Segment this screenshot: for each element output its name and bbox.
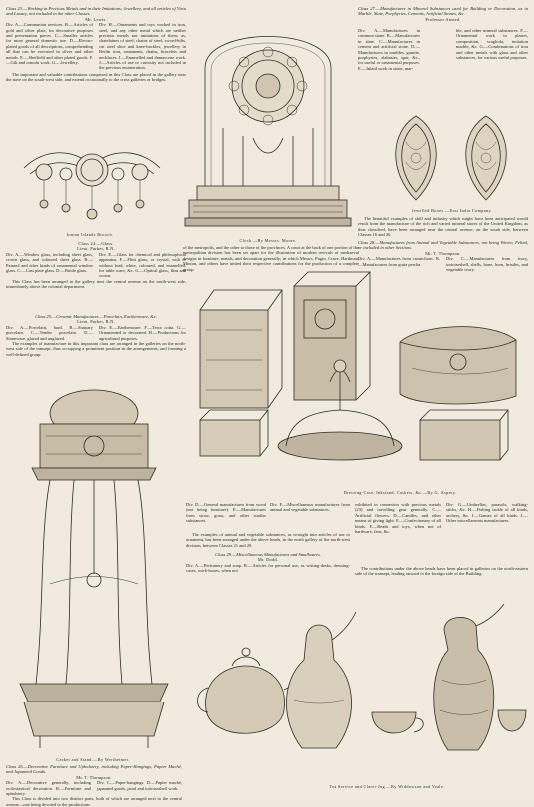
class-26-divisions-left: Div. A.—Decorative generally, including ecclesiastical decoration. B.—Furniture and upholstery.: [6, 780, 91, 797]
clock-text: of the metropolis, and the other to those of the provinces. A court at the back of one portion of the metropolitan division has been set apart for the illustration of modern revivals of mediaeval designs in furniture, metals, and decoration generally; in which Messrs. Pugin, Crace, Hardman, Minton, and others have united their respective contributions for the production of a complete group.: [183, 245, 359, 272]
class-24-section: [6, 241, 186, 290]
class-29-reporter: Mr. Dodd.: [257, 557, 279, 563]
dressing-case-caption: Dressing-Case, Inkstand, Caskets, &c.—By G. Asprey.: [343, 490, 457, 495]
class-25-note: The examples of manufacture in this important class are arranged in the galleries on the north-west side of the transept, thus occupying a prominent position in the arrangements, and forming a well-defined group.: [6, 341, 186, 357]
class-26-heading: Class 26.—Decorative Furniture and Upholstery, including Paper-Hangings, Papier Maché, and Japanned Goods.: [6, 764, 182, 775]
class-28-continued-col2: Div. F.—Miscellaneous manufactures from animal and vegetable substances.: [270, 502, 350, 513]
class-26-divisions: [6, 780, 182, 796]
class-29-col3: Div. G.—Umbrellas, parasols, walking-sticks, &c. H.—Fishing tackle of all kinds, archery, &c. I.—Games of all kinds. J.—Other miscellaneous manufactures.: [446, 502, 528, 524]
class-24-divisions-left: Div. A.—Window glass, including sheet glass, crown glass, and coloured sheet glass. B.—Painted and other kinds of ornamental window glass. C.—Cast plate glass. D.—Bottle glass.: [6, 251, 93, 274]
class-24-reporter: Lieut. Parker, R.N.: [77, 246, 115, 252]
tea-service-caption: Tea Service and Claret-Jug.—By Widdowson and Veale.: [329, 784, 445, 789]
class-26-section: [6, 764, 182, 807]
casket-stand-caption: Casket and Stand.—By Wertheimer.: [56, 757, 130, 762]
class-27-section: [358, 6, 528, 22]
class-24-divisions-right: Div. E.—Glass for chemical and philosophical apparatus. F.—Flint glass, or crystal, with or without lead; white, coloured, and enamelled, for table ware, &c. G.—Optical glass, flint and crown.: [99, 251, 186, 279]
class-29-col1: Div. A.—Perfumery and soap. B.—Articles for personal use, as writing-desks, dressing-cases, work-boxes, when not: [186, 562, 350, 574]
brooch-caption: Ionian Islands Brooch.: [66, 232, 114, 237]
class-23-divisions-right: Div. H.—Ornaments and toys worked in iron, steel, and any other metal which are neither precious metals nor imitations of them; as, chatelaines of steel, chains of steel, sword-hilts, cut steel shoe and knee-buckles, jewellery in Berlin iron, ornaments, chains, bracelets and necklaces. I.—Enamelled and damascene work. J.—Articles of use or curiosity not included in the previous enumeration.: [99, 22, 186, 71]
class-24-divisions: [6, 252, 186, 279]
dressing-case-illustration: [190, 270, 528, 482]
class-23-divisions: [6, 22, 186, 71]
class-27-divisions-right: ble, and other mineral substances. F.—Ornamental work in plaster, composition, scagliola, imitation marble, &c. G.—Combinations of iron and other metals with glass and other substances, for various useful purposes.: [456, 28, 528, 61]
class-29-note: The contributions under the above heads have been placed in galleries on the north-eastern side of the transept, leading onward to the foreign side of the Building.: [355, 566, 528, 577]
class-27-reporter: Professor Ansted.: [425, 16, 461, 22]
class-25-divisions: [6, 325, 186, 341]
class-23-divisions-left: Div. A.—Communion services. B.—Articles of gold and silver plate, for decorative purposes and presentation pieces. C.—Smaller articles for more general domestic use. D.—Electro-plated goods of all descriptions, comprehending all that can be executed in silver and other metals. E.—Sheffield and other plated goods. F.—Gilt and ormolu work. G.—Jewellery.: [6, 22, 93, 66]
tea-service-illustration: [186, 600, 528, 760]
class-24-heading: Class 24.—Glass.: [78, 241, 114, 246]
class-28-heading: Class 28.—Manufactures from Animal and Vegetable Substances, not being Woven, Felted, or included in other Sections.: [358, 240, 528, 251]
clock-caption: Clock.—By Messrs. Moore.: [239, 238, 297, 243]
class-29-section: [186, 552, 350, 574]
clock-illustration: [183, 8, 353, 234]
class-28-note: The examples of animal and vegetable substances, as wrought into articles of use or ornament, has been arranged under the above heads, in the north gallery of the north-west division, between Classes 21 and 29.: [186, 532, 350, 548]
class-25-reporter: Lieut. Parker, R.N.: [77, 319, 115, 325]
class-28-divisions-right: Div. C.—Manufactures from ivory, tortoiseshell, shells, bone, horn, bristles, and vegetable ivory.: [446, 256, 528, 273]
class-26-note: This Class is divided into two distinct parts, both of which are arranged next to the central avenue—one being devoted to the productions: [6, 796, 182, 807]
class-28-divisions-left: Div. A.—Manufactures from caoutchouc. B.—Manufactures from gutta percha.: [358, 256, 440, 267]
class-24-note: This Class has been arranged in the gallery next the central avenue on the north-west side, immediately above the colonial department.: [6, 278, 186, 290]
class-25-heading: Class 25.—Ceramic Manufactures.—Porcelain, Earthenware, &c.: [35, 314, 157, 319]
class-27-heading: Class 27.—Manufactures in Mineral Substances used for Building or Decoration, as in Marble, Slate, Porphyries, Cements, Artificial Stones, &c.: [358, 6, 528, 17]
class-29-heading: Class 29.—Miscellaneous Manufactures and Smallwares.: [215, 552, 321, 557]
class-23-section: [6, 6, 186, 83]
jewelled-boxes-caption: Jewelled Boxes.—East India Company.: [411, 208, 493, 213]
class-23-heading: Class 23.—Working in Precious Metals and in their Imitations; Jewellery, and all articles of Virtu and Luxury, not included in the other Classes.: [6, 6, 186, 17]
class-23-note: The important and valuable contributions comprised in this Class are placed in the gallery near the nave on the south-west side, and extend occasionally to the cross galleries or bridges.: [6, 71, 186, 83]
class-27-divisions-left: Div. A.—Manufactures in common stone. B.—Manufactures in slate. C.—Manufactures in cement and artificial stone. D.—Manufactures in marbles, granite, porphyries, alabaster, spar, &c., for useful or ornamental purposes. E.—Inlaid work in stone, mar-: [358, 28, 420, 71]
class-27-note: The beautiful examples of skill and industry which might have been anticipated would result from the manufacture of the rich and varied mineral stores of the United Kingdom, as thus classified, have been arranged near the central avenue, on the south side, between Classes 16 and 26.: [358, 216, 528, 238]
class-25-section: [6, 314, 186, 357]
class-23-reporter: Mr. Lewis.: [85, 16, 107, 22]
casket-stand-illustration: [10, 384, 178, 756]
class-28-reporter: Mr. T. Thompson.: [425, 250, 461, 256]
class-25-divisions-left: Div. A.—Porcelain, hard. B.—Statuary porcelain. C.—Tender porcelain. D.—Stoneware, glazed and unglazed.: [6, 324, 93, 341]
class-25-divisions-right: Div. E.—Earthenware. F.—Terra cotta. G.—Ornamented or decorated. H.—Productions for agricultural purposes.: [99, 324, 186, 341]
ionian-brooch-illustration: [14, 138, 170, 226]
class-28-section: [358, 240, 528, 272]
class-26-reporter: Mr. T. Thompson.: [76, 774, 112, 780]
jewelled-boxes-illustration: [382, 112, 522, 204]
class-28-continued-col1: Div. D.—General manufactures from wood (not being furniture). E.—Manufactures from straw, grass, and other similar substances.: [186, 502, 266, 524]
class-29-col2: exhibited in connexion with precious metals (23) and travelling gear generally. C.—Artificial flowers. D.—Candles, and other means of giving light. E.—Confectionary of all kinds. F.—Beads and toys, when not of hardware, fans, &c.: [355, 502, 441, 535]
class-26-divisions-right: Div. C.—Paper-hangings. D.—Papier maché, japanned goods, pearl and tortoiseshell work.: [97, 780, 182, 791]
